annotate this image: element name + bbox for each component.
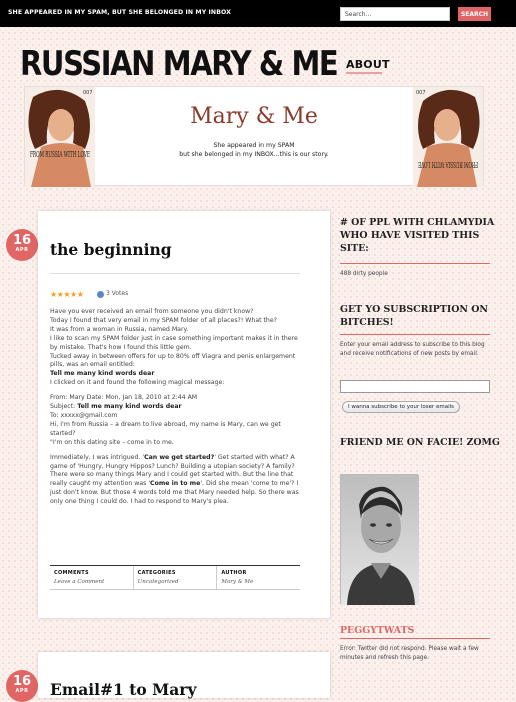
- post-body-line: just don't know. But those 4 words told me that Mary needed help. So there was: [50, 489, 299, 497]
- post-body-line: [50, 454, 312, 463]
- post-body-bold: Tell me many kind words dear: [50, 370, 155, 378]
- post-body-line: started?: [50, 429, 76, 437]
- category-link[interactable]: Uncategorized: [137, 579, 179, 585]
- meta-author-label: AUTHOR: [221, 570, 247, 576]
- counter-text: 488 dirty people: [340, 271, 388, 277]
- post-date-badge: [6, 670, 38, 702]
- banner-left-corner: 007: [83, 90, 93, 96]
- top-bar: [0, 0, 516, 27]
- post-date-day: 16: [12, 674, 32, 689]
- subscribe-button[interactable]: I wanna subscribe to your loser emails: [342, 401, 460, 413]
- author-link[interactable]: Mary & Me: [221, 579, 254, 585]
- post-body-line: [50, 480, 312, 489]
- counter-widget-title: # OF PPL WITH CHLAMYDIA WHO HAVE VISITED THIS SITE:: [340, 217, 495, 254]
- widget-rule: [340, 334, 490, 335]
- post-body-line: [50, 403, 312, 412]
- post-body-line: Have you ever received an email from someone you didn't know?: [50, 308, 254, 315]
- leave-comment-link[interactable]: Leave a Comment: [54, 579, 105, 585]
- header-banner: [24, 86, 484, 186]
- post-body-span: Immediately, I was intrigued. ': [50, 453, 145, 461]
- search-input[interactable]: [340, 7, 450, 21]
- post-body-line: pills, was an email entitled:: [50, 361, 135, 369]
- post-body-line: by mistake. That's how I found this little gem.: [50, 343, 192, 351]
- post-body-line: It was from a woman in Russia, named Mary.: [50, 325, 189, 333]
- rating-stars[interactable]: ★★★★★: [50, 290, 84, 299]
- post-body-line: I clicked on it and found the following magical message:: [50, 379, 225, 387]
- subscribe-email-input[interactable]: [340, 380, 490, 393]
- banner-left-art-text: FROM RUSSIA WITH LOVE: [30, 150, 91, 159]
- post-body-bold: Can we get started?: [144, 453, 215, 461]
- post-body-line: Today I found that very email in my SPAM folder of all places?! What the?: [50, 316, 277, 324]
- nav-underline: [346, 72, 382, 74]
- post-body-line: There were so many things Mary and I could get started with. But the line that: [50, 471, 294, 479]
- twitter-error-text: Error: Twitter did not respond. Please wait a few minutes and refresh this page.: [340, 646, 479, 661]
- banner-subtitle-line1: She appeared in my SPAM: [213, 142, 295, 149]
- post-body-span: '. Did she mean 'come to me'? I: [200, 480, 299, 488]
- post-date-day: 16: [12, 233, 32, 248]
- profile-photo-image: [341, 475, 419, 605]
- banner-title: Mary & Me: [190, 104, 318, 129]
- post-body-span: Subject:: [50, 403, 78, 411]
- post-title[interactable]: Email#1 to Mary: [50, 680, 197, 699]
- meta-categories-label: CATEGORIES: [137, 570, 176, 576]
- meta-categories: [134, 566, 218, 589]
- post-meta: [50, 565, 300, 590]
- post-date-month: APR: [15, 688, 29, 694]
- meta-comments: [50, 566, 134, 589]
- facie-widget-title: FRIEND ME ON FACIE! ZOMG: [340, 437, 500, 448]
- banner-right-art-text: FROM RUSSIA WITH LOVE: [417, 160, 478, 169]
- site-tagline: SHE APPEARED IN MY SPAM, BUT SHE BELONGED IN MY INBOX: [8, 9, 232, 16]
- post-body-bold: Tell me many kind words dear: [77, 403, 182, 411]
- votes-info-icon[interactable]: [97, 291, 104, 298]
- post-body-line: "I'm on this dating site – come in to me.: [50, 438, 174, 446]
- post-body-line: only one thing I could do. I had to respond to Mary's plea.: [50, 498, 229, 506]
- banner-subtitle-line2: but she belonged in my INBOX...this is our story.: [179, 151, 329, 158]
- rating-votes: 3 Votes: [106, 290, 129, 297]
- post-body-line: Tucked away in between offers for up to 80% off Viagra and penis enlargement: [50, 352, 296, 360]
- widget-rule: [340, 638, 490, 639]
- banner-right-corner: 007: [416, 90, 426, 96]
- post-body-line: game of 'Hungry, Hungry Hippos? Lunch? Building a utopian society? A family?: [50, 462, 295, 470]
- banner-right-image: [413, 87, 483, 187]
- post-body-span: ' Get started with what? A: [214, 453, 295, 461]
- post-body-span: really caught my attention was ': [50, 480, 151, 488]
- post-body-line: I like to scan my SPAM folder just in case something important makes it in there: [50, 334, 298, 342]
- meta-comments-label: COMMENTS: [54, 570, 89, 576]
- post-body-line: [50, 370, 312, 379]
- profile-photo[interactable]: [340, 474, 418, 604]
- post-title-rule: [50, 273, 300, 274]
- subscribe-text: Enter your email address to subscribe to this blog and receive notifications of new posts by email.: [340, 342, 485, 357]
- meta-author: [217, 566, 300, 589]
- post-body: [50, 308, 312, 507]
- nav-about-link[interactable]: ABOUT: [346, 58, 390, 71]
- post-body-line: To: xxxxx@gmail.com: [50, 411, 118, 419]
- banner-left-image: [25, 87, 95, 187]
- post-card: [38, 211, 330, 618]
- widget-rule: [340, 263, 490, 264]
- search-button[interactable]: SEARCH: [458, 7, 491, 21]
- twitter-widget-title[interactable]: PEGGYTWATS: [340, 625, 415, 636]
- subscribe-widget-title: GET YO SUBSCRIPTION ON BITCHES!: [340, 304, 488, 328]
- post-date-month: APR: [15, 247, 29, 253]
- site-title[interactable]: RUSSIAN MARY & ME: [20, 43, 338, 84]
- post-body-bold: Come in to me: [150, 480, 201, 488]
- post-card: [38, 652, 330, 698]
- post-title[interactable]: the beginning: [50, 240, 172, 259]
- post-body-line: From: Mary Date: Mon, Jan 18, 2010 at 2:44 AM: [50, 394, 198, 402]
- post-body-line: Hi, I'm from Russia – a dream to live abroad, my name is Mary, can we get: [50, 420, 281, 428]
- post-date-badge: [6, 229, 38, 261]
